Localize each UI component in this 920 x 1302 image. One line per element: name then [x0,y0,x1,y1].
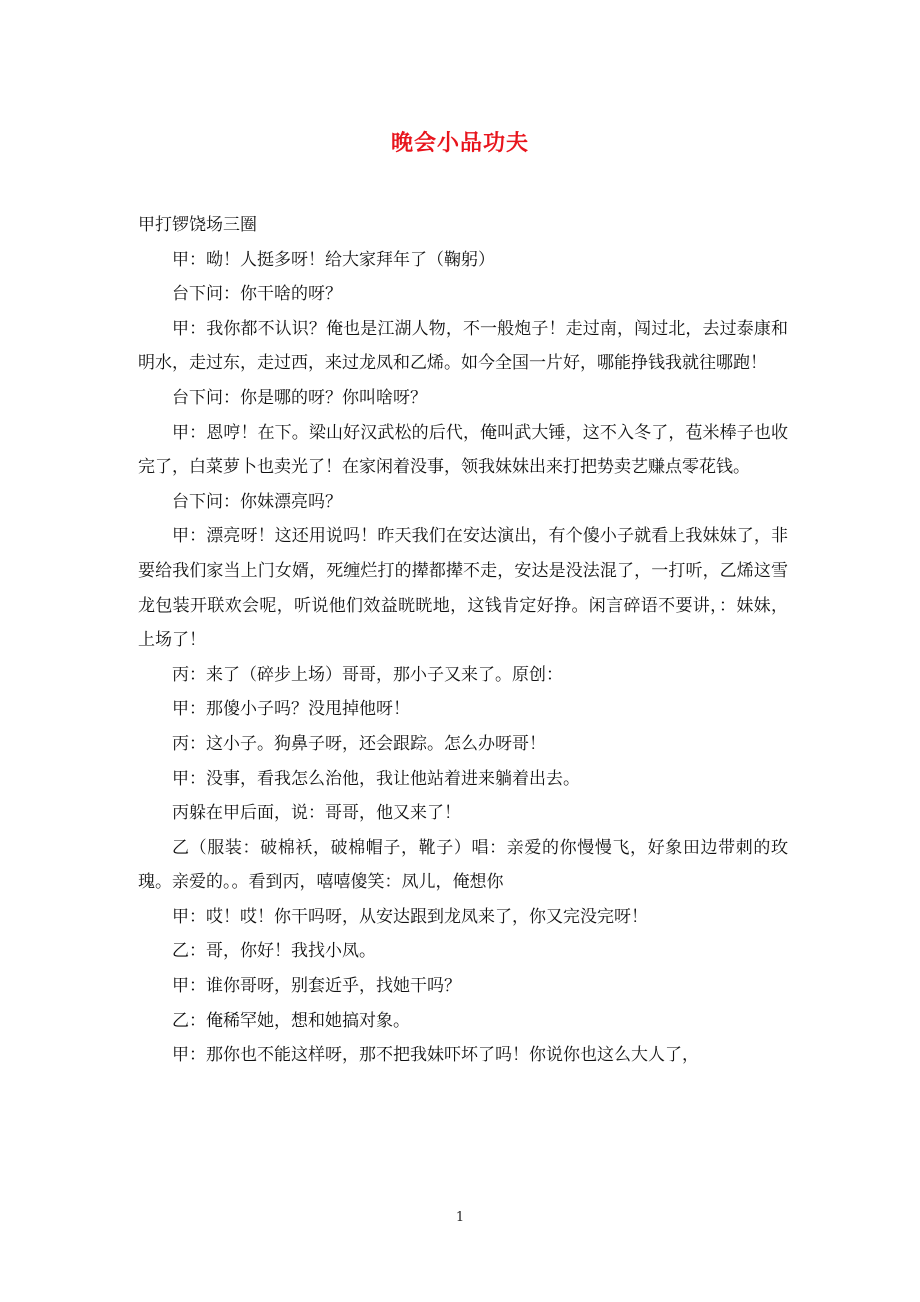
document-body [138,208,788,1073]
paragraph: 丙躲在甲后面，说：哥哥，他又来了！ [172,803,461,824]
page-number: 1 [455,1210,465,1225]
paragraph: 甲：漂亮呀！这还用说吗！昨天我们在安达演出，有个傻小子就看上我妹妹了，非要给我们家当上门女婿，死缠烂打的撵都撵不走，安达是没法混了，一打听，乙烯这雪龙包装开联欢会呢，听说他们效益晄晄地，这钱肯定好挣。闲言碎语不要讲，：妹妹，上场了！ [138,526,788,651]
document-title: 晚会小品功夫 [390,130,529,156]
paragraph: 乙（服装：破棉袄，破棉帽子，靴子）唱：亲爱的你慢慢飞，好象田边带刺的玫瑰。亲爱的。。看到丙，嘻嘻傻笑：凤儿，俺想你 [138,837,788,893]
paragraph: 丙：来了（碎步上场）哥哥，那小子又来了。原创： [172,664,563,685]
paragraph: 甲：我你都不认识？俺也是江湖人物，不一般炮子！走过南，闯过北，去过泰康和明水，走过东，走过西，来过龙凤和乙烯。如今全国一片好，哪能挣钱我就往哪跑！ [138,318,788,374]
paragraph: 台下问：你妹漂亮吗？ [172,491,342,512]
paragraph: 台下问：你干啥的呀？ [172,284,342,305]
paragraph: 甲：哎！哎！你干吗呀，从安达跟到龙凤来了，你又完没完呀！ [172,906,648,927]
paragraph: 乙：俺稀罕她，想和她搞对象。 [172,1010,410,1031]
paragraph: 丙：这小子。狗鼻子呀，还会跟踪。怎么办呀哥！ [172,733,546,754]
paragraph: 台下问：你是哪的呀？你叫啥呀？ [172,387,427,408]
paragraph: 甲：谁你哥呀，别套近乎，找她干吗？ [172,976,461,997]
paragraph: 乙：哥，你好！我找小凤。 [172,941,376,962]
paragraph: 甲打锣饶场三圈 [138,215,257,235]
paragraph: 甲：那你也不能这样呀，那不把我妹吓坏了吗！你说你也这么大人了， [172,1045,699,1066]
paragraph: 甲：恩哼！在下。梁山好汉武松的后代，俺叫武大锤，这不入冬了，苞米棒子也收完了，白菜萝卜也卖光了！在家闲着没事，领我妹妹出来打把势卖艺赚点零花钱。 [138,422,788,478]
paragraph: 甲：那傻小子吗？没甩掉他呀！ [172,699,410,720]
paragraph: 甲：没事，看我怎么治他，我让他站着进来躺着出去。 [172,768,580,789]
paragraph: 甲：呦！人挺多呀！给大家拜年了（鞠躬） [172,249,495,270]
